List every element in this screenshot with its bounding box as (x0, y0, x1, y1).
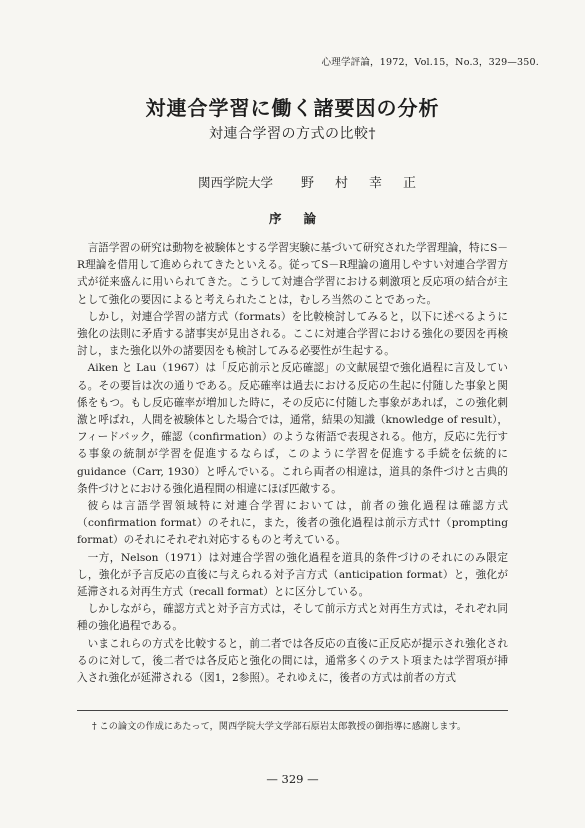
footnote: † この論文の作成にあたって，関西学院大学文学部石原岩太郎教授の御指導に感謝します。 (92, 721, 467, 732)
page-number: — 329 — (266, 772, 319, 786)
paragraph: 言語学習の研究は動物を被験体とする学習実験に基づいて研究された学習理論，特にS－R理論を借用して進められてきたといえる。従ってS－R理論の適用しやすい対連合学習方式が従来盛んに用いられてきた。こうして対連合学習における刺激項と反応項の結合が主として強化の要因によると考えられたことは，むしろ当然のことであった。 (77, 242, 509, 306)
paragraph: 彼らは言語学習領域特に対連合学習においては，前者の強化過程は確認方式（confirmation format）のそれに，また，後者の強化過程は前示方式††（prompting format）のそれにそれぞれ対応するものと考えている。 (77, 500, 508, 547)
byline (198, 172, 437, 191)
paragraph: Aiken と Lau（1967）は「反応前示と反応確認」の文献展望で強化過程に言及している。その要旨は次の通りである。反応確率は過去における反応の生起に付随した事象と関係をもつ。もし反応確率が増加した時に，その反応に付随した事象があれば，この強化刺激と呼ばれ，人間を被験体とした場合では，通常，結果の知識（knowledge of result），フィードバック，確認（confirmation）のような術語で表現される。他方，反応に先行する事象の統制が学習を促進するならば，このように学習を促進する手続を伝統的に guidance（Carr, 1930）と呼んでいる。これら両者の相違は，道具的条件づけと古典的条件づけとにおける強化過程間の相違にほぼ匹敵する。 (77, 362, 508, 495)
section-heading: 序論 (268, 211, 338, 226)
journal-reference: 心理学評論，1972，Vol.15，No.3，329—350. (321, 57, 539, 68)
footnote-divider (77, 710, 508, 711)
body-text (77, 240, 508, 687)
article-title: 対連合学習に働く諸要因の分析 (145, 96, 440, 120)
author-affiliation: 関西学院大学 (198, 175, 274, 190)
article-subtitle: 対連合学習の方式の比較† (209, 126, 376, 142)
paragraph: しかし，対連合学習の諸方式（formats）を比較検討してみると，以下に述べるように強化の法則に矛盾する諸事実が見出される。ここに対連合学習における強化の要因を再検討し，また強化以外の諸要因をも検討してみる必要性が生起する。 (77, 310, 508, 358)
paragraph: しかしながら，確認方式と対予言方式は，そして前示方式と対再生方式は，それぞれ同種の強化過程である。 (77, 603, 508, 633)
paragraph: いまこれらの方式を比較すると，前二者では各反応の直後に正反応が提示され強化されるのに対して，後二者では各反応と強化の間には，通常多くのテスト項または学習項が挿入され強化が延滞される（図1，2参照）。それゆえに，後者の方式は前者の方式 (77, 637, 508, 685)
author-name: 野村幸正 (301, 176, 438, 191)
paragraph: 一方，Nelson（1971）は対連合学習の強化過程を道具的条件づけのそれにのみ限定し，強化が予言反応の直後に与えられる対予言方式（anticipation format）と，強化が延滞される対再生方式（recall format）とに区分している。 (77, 551, 508, 599)
